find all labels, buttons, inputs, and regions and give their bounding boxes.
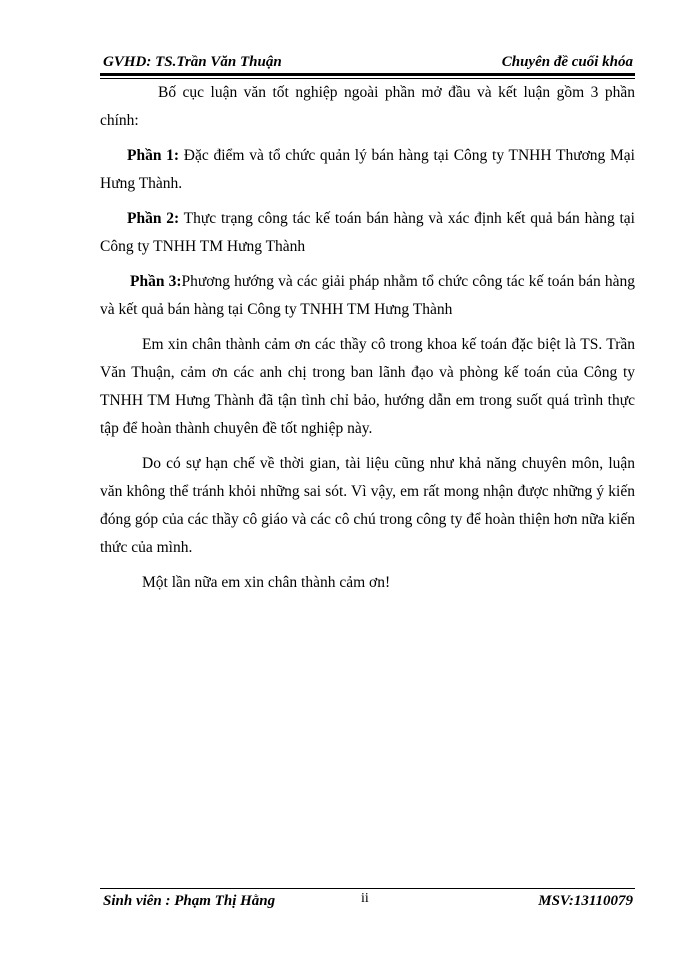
part-1-label: Phần 1: <box>127 147 180 164</box>
footer-rule <box>100 888 635 889</box>
part-2-paragraph <box>100 205 635 261</box>
footer-student-id: MSV:13110079 <box>538 893 633 909</box>
thanks-paragraph: Em xin chân thành cảm ơn các thầy cô trong khoa kế toán đặc biệt là TS. Trần Văn Thuận, cảm ơn các anh chị trong ban lãnh đạo và phòng kế toán của Công ty TNHH TM Hưng Thành đã tận tình chỉ bảo, hướng dẫn em trong suốt quá trình thực tập để hoàn thành chuyên đề tốt nghiệp này. <box>100 336 635 437</box>
header-title: Chuyên đề cuối khóa <box>501 54 633 70</box>
header-advisor: GVHD: TS.Trần Văn Thuận <box>103 54 282 70</box>
part-2-label: Phần 2: <box>127 210 180 227</box>
part-3-label: Phần 3: <box>130 273 182 290</box>
part-3-paragraph <box>100 268 635 324</box>
page-header <box>100 50 635 72</box>
part-1-text: Đặc điểm và tổ chức quản lý bán hàng tại Công ty TNHH Thương Mại Hưng Thành. <box>100 147 635 192</box>
part-3-text: Phương hướng và các giải pháp nhằm tổ chức công tác kế toán bán hàng và kết quả bán hàng tại Công ty TNHH TM Hưng Thành <box>100 273 635 318</box>
page-number: ii <box>361 891 369 906</box>
page-footer <box>100 891 635 913</box>
part-1-paragraph <box>100 142 635 198</box>
document-body <box>100 79 635 597</box>
closing-paragraph: Một lần nữa em xin chân thành cảm ơn! <box>142 574 391 591</box>
part-2-text: Thực trạng công tác kế toán bán hàng và xác định kết quả bán hàng tại Công ty TNHH TM Hưng Thành <box>100 210 635 255</box>
limits-paragraph: Do có sự hạn chế về thời gian, tài liệu cũng như khả năng chuyên môn, luận văn không thể tránh khỏi những sai sót. Vì vậy, em rất mong nhận được những ý kiến đóng góp của các thầy cô giáo và các cô chú trong công ty để hoàn thiện hơn nữa kiến thức của mình. <box>100 455 635 556</box>
intro-paragraph: Bố cục luận văn tốt nghiệp ngoài phần mở đầu và kết luận gồm 3 phần chính: <box>100 84 635 129</box>
footer-student: Sinh viên : Phạm Thị Hằng <box>103 893 276 909</box>
